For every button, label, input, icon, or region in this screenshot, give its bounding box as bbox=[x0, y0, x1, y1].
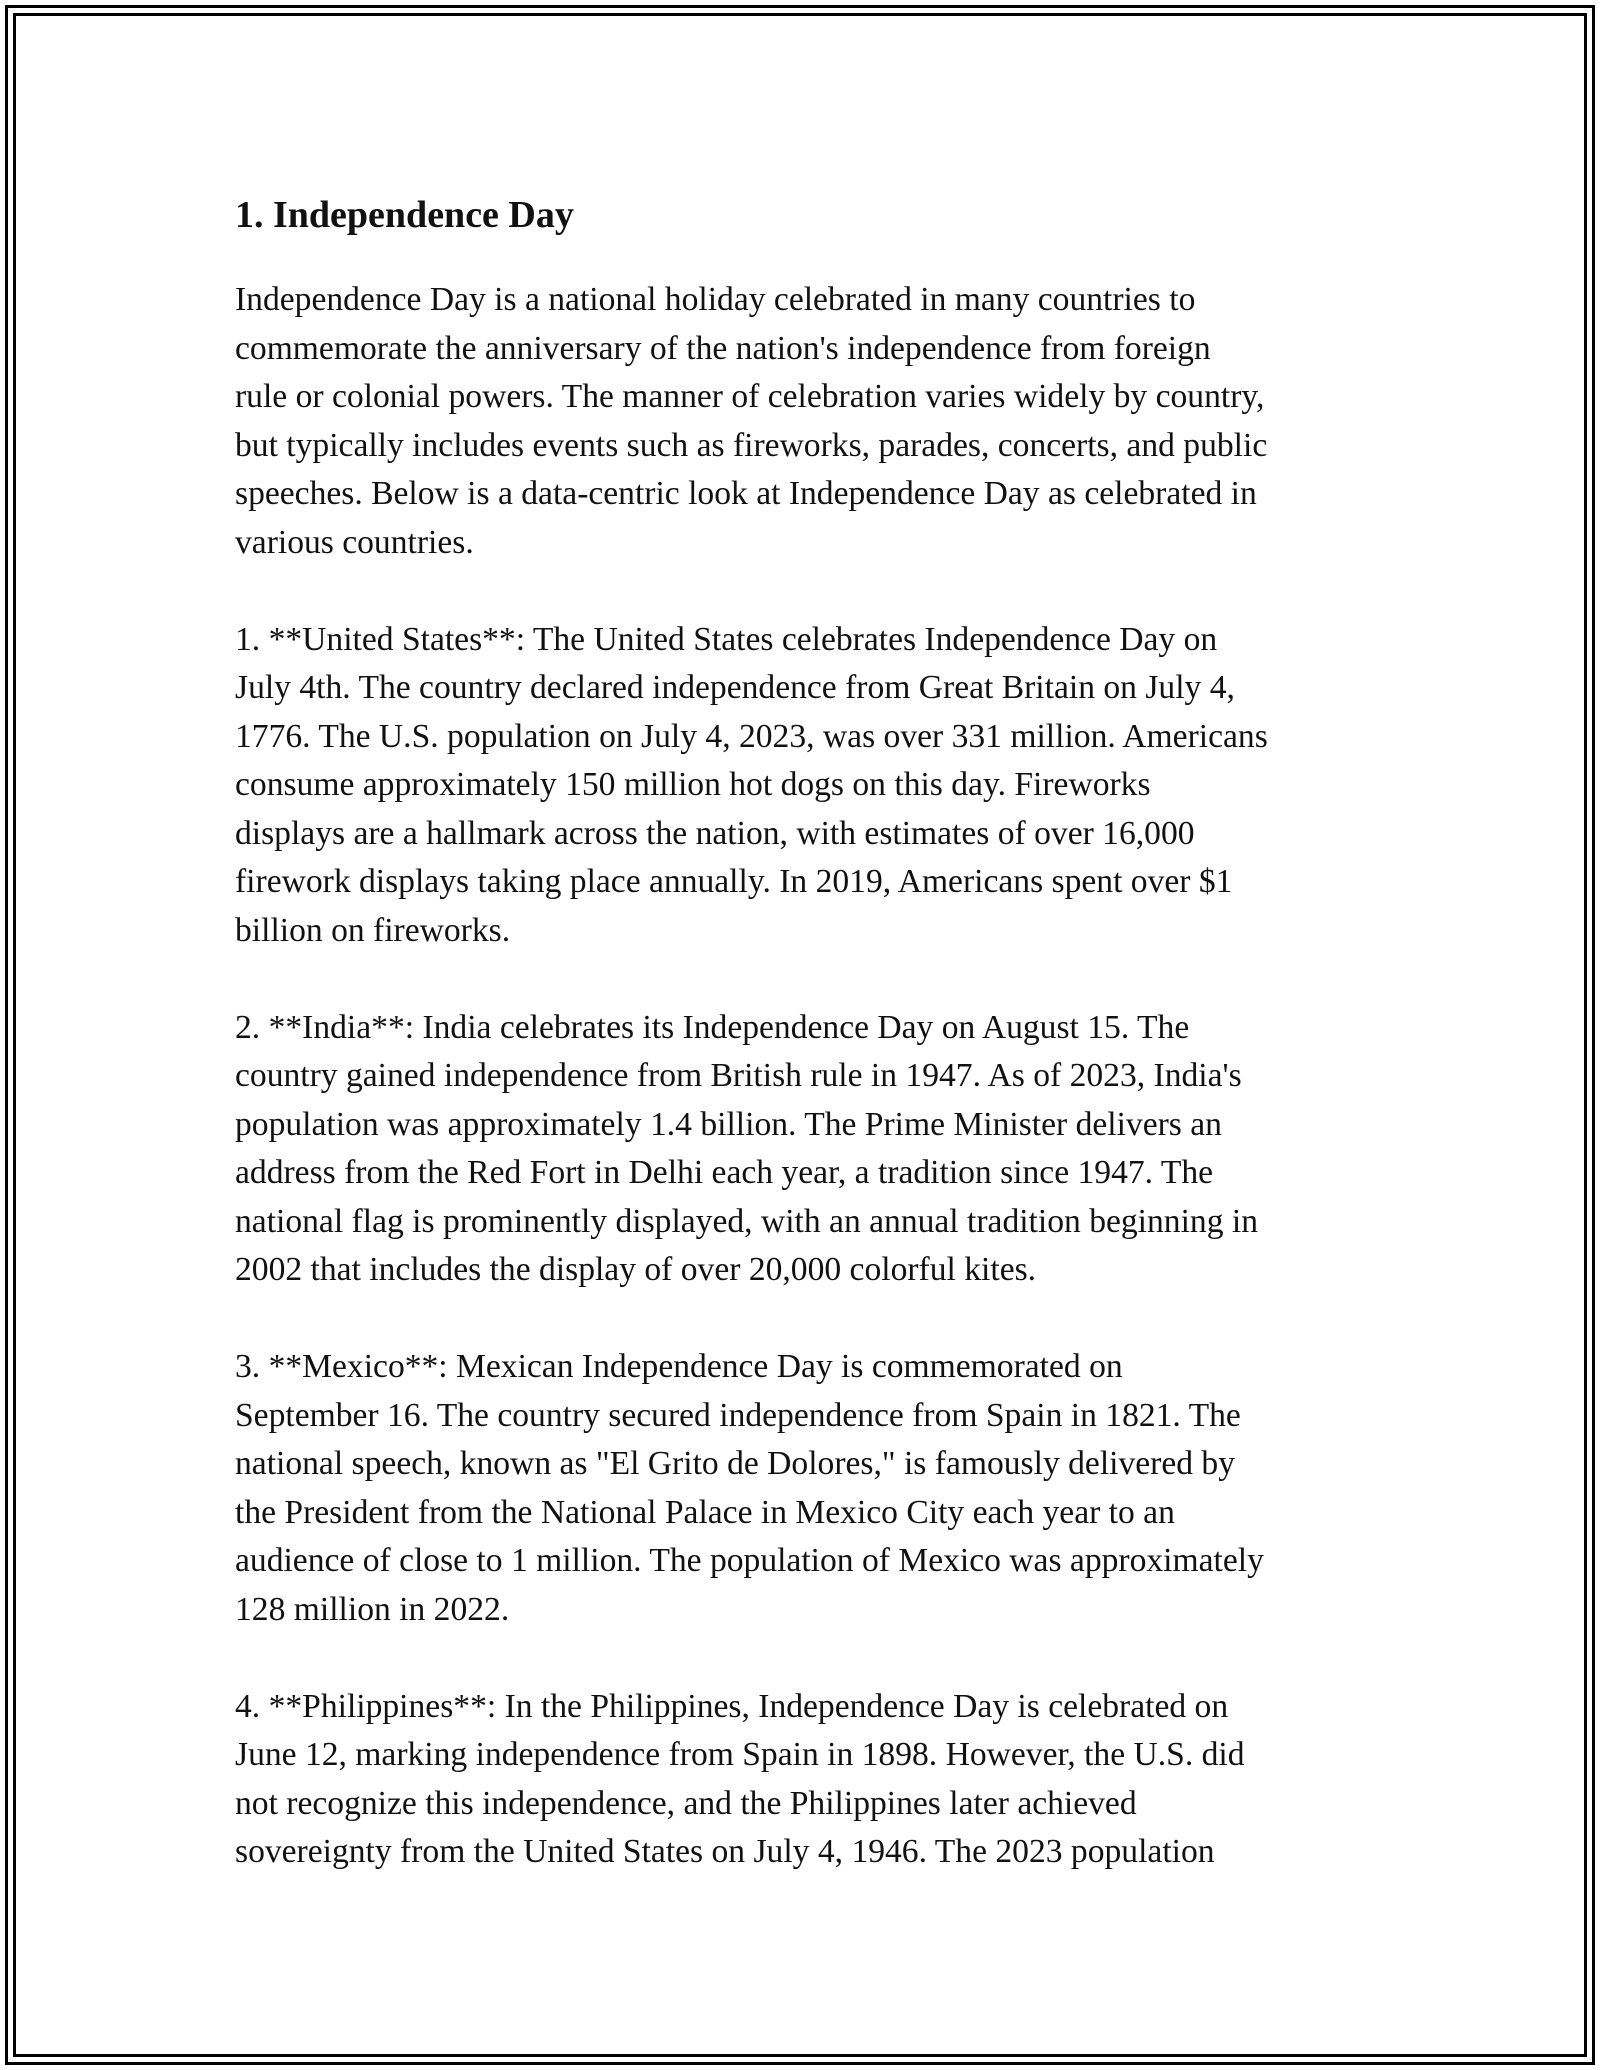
section-heading: 1. Independence Day bbox=[235, 194, 574, 236]
list-item-philippines: 4. **Philippines**: In the Philippines, Independence Day is celebrated on June 12, marking independence from Spain in 1898. However, the U.S. did not recognize this independence, and the Philippines later achieved sovereignty from the United States on July 4, 1946. The 2023 population bbox=[235, 1687, 1245, 1870]
intro-paragraph: Independence Day is a national holiday celebrated in many countries to commemorate the anniversary of the nation's independence from foreign rule or colonial powers. The manner of celebration varies widely by country, but typically includes events such as fireworks, parades, concerts, and public speeches. Below is a data-centric look at Independence Day as celebrated in various countries. bbox=[235, 281, 1268, 561]
list-item-india: 2. **India**: India celebrates its Independence Day on August 15. The country gained independence from British rule in 1947. As of 2023, India's population was approximately 1.4 billion. The Prime Minister delivers an address from the Red Fort in Delhi each year, a tradition since 1947. The national flag is prominently displayed, with an annual tradition beginning in 2002 that includes the display of over 20,000 colorful kites. bbox=[235, 1008, 1259, 1288]
list-item-mexico: 3. **Mexico**: Mexican Independence Day is commemorated on September 16. The country secured independence from Spain in 1821. The national speech, known as "El Grito de Dolores," is famously delivered by the President from the National Palace in Mexico City each year to an audience of close to 1 million. The population of Mexico was approximately 128 million in 2022. bbox=[235, 1348, 1264, 1628]
list-item-united-states: 1. **United States**: The United States celebrates Independence Day on July 4th. The country declared independence from Great Britain on July 4, 1776. The U.S. population on July 4, 2023, was over 331 million. Americans consume approximately 150 million hot dogs on this day. Fireworks displays are a hallmark across the nation, with estimates of over 16,000 firework displays taking place annually. In 2019, Americans spent over $1 billion on fireworks. bbox=[235, 620, 1268, 949]
document-body bbox=[235, 182, 1370, 1925]
